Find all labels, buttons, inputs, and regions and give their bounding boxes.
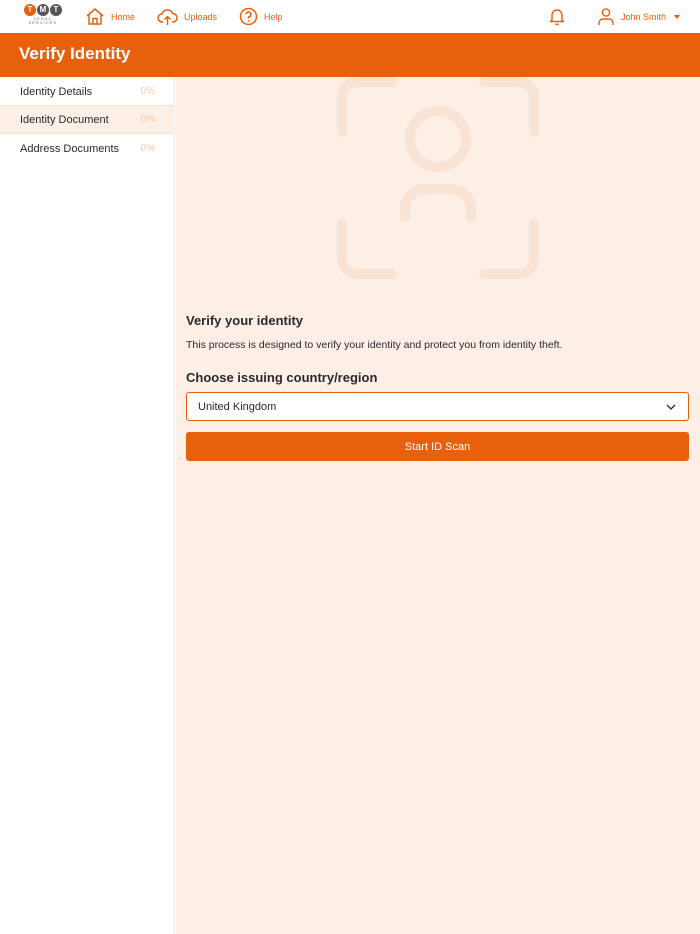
tmt-logo[interactable]: [22, 4, 64, 29]
country-select[interactable]: [186, 392, 689, 421]
start-id-scan-label: Start ID Scan: [404, 440, 471, 453]
logo-letter: T: [50, 4, 62, 16]
page-header: [0, 33, 700, 77]
sidebar-item-label: Address Documents: [20, 142, 120, 155]
sidebar-item-progress: 0%: [140, 114, 155, 125]
nav-help[interactable]: [239, 0, 283, 33]
notifications-button[interactable]: [547, 6, 567, 26]
sidebar-item-address-documents[interactable]: [0, 134, 174, 163]
home-icon: [85, 7, 105, 27]
main-content: [175, 77, 700, 934]
cloud-upload-icon: [157, 7, 178, 27]
user-name: John Smith: [621, 11, 667, 22]
verify-panel: [186, 313, 689, 461]
top-nav: [0, 0, 700, 33]
verify-description: This process is designed to verify your identity and protect you from identity theft.: [186, 339, 563, 351]
verify-heading: Verify your identity: [186, 313, 304, 328]
sidebar-item-progress: 0%: [140, 86, 155, 97]
bell-icon: [547, 6, 567, 26]
sidebar-item-label: Identity Details: [20, 85, 93, 98]
face-scan-icon: [337, 77, 539, 279]
sidebar-item-label: Identity Document: [20, 113, 109, 126]
logo-letter: T: [24, 4, 36, 16]
sidebar: [0, 77, 174, 934]
nav-home[interactable]: [85, 0, 135, 33]
nav-home-label: Home: [111, 11, 136, 22]
help-circle-icon: [239, 7, 258, 26]
page-title: Verify Identity: [19, 44, 131, 63]
chevron-down-icon: [666, 404, 676, 410]
logo-letter: M: [37, 4, 49, 16]
user-icon: [597, 7, 615, 26]
nav-help-label: Help: [264, 11, 283, 22]
sidebar-item-progress: 0%: [140, 143, 155, 154]
nav-uploads-label: Uploads: [184, 11, 218, 22]
country-label: Choose issuing country/region: [186, 370, 378, 385]
nav-uploads[interactable]: [157, 0, 217, 33]
sidebar-item-identity-details[interactable]: [0, 77, 174, 106]
country-select-value: United Kingdom: [198, 400, 277, 413]
caret-down-icon: [674, 15, 680, 19]
sidebar-item-identity-document[interactable]: [0, 105, 174, 134]
user-menu[interactable]: [597, 0, 680, 33]
logo-subtitle: LEGAL SERVICES: [28, 17, 58, 25]
start-id-scan-button[interactable]: [186, 432, 689, 461]
